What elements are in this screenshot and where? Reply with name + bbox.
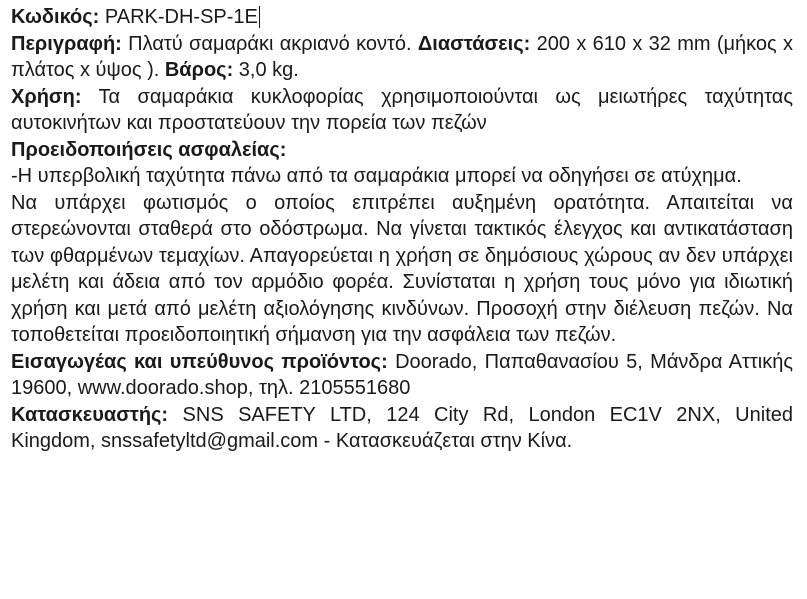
importer-label: Εισαγωγέας και υπεύθυνος προϊόντος: [11, 350, 388, 373]
code-label: Κωδικός: [11, 6, 100, 28]
usage-label: Χρήση: [11, 85, 82, 108]
description-value: Πλατύ σαμαράκι ακριανό κοντό. [128, 32, 412, 55]
usage-value: Τα σαμαράκια κυκλοφορίας χρησιμοποιούνται ως μειωτήρες ταχύτητας αυτοκινήτων και προστατεύουν την πορεία των πεζών [11, 85, 793, 134]
dimensions-label: Διαστάσεις: [417, 32, 531, 55]
weight-value: 3,0 kg. [238, 59, 299, 81]
dimensions-value: 200 x 610 x 32 mm (μήκος x πλάτος x ύψος ). [11, 32, 794, 81]
safety-warning-1: -Η υπερβολική ταχύτητα πάνω από τα σαμαράκια μπορεί να οδηγήσει σε ατύχημα. [11, 165, 742, 187]
description-paragraph [11, 31, 793, 84]
safety-warning-2: Να υπάρχει φωτισμός ο οποίος επιτρέπει αυξημένη ορατότητα. Απαιτείται να στερεώνονται σταθερά στο οδόστρωμα. Να γίνεται τακτικός έλεγχος και αντικατάσταση των φθαρμένων τεμαχίων. Απαγορεύεται η χρήση σε δημόσιους χώρους αν δεν υπάρχει μελέτη και άδεια από τον αρμόδιο φορέα. Συνίσταται η χρήση τους μόνο για ιδιωτική χρήση και μετά από μελέτη αξιολόγησης κινδύνων. Προσοχή στην διέλευση πεζών. Να τοποθετείται προειδοποιητική σήμανση για την ασφάλεια των πεζών. [11, 191, 793, 346]
weight-label: Βάρος: [164, 59, 234, 81]
importer-paragraph [11, 349, 793, 402]
safety-heading: Προειδοποιήσεις ασφαλείας: [11, 138, 287, 161]
manufacturer-paragraph [11, 402, 793, 455]
description-label: Περιγραφή: [11, 32, 122, 55]
usage-paragraph [11, 84, 793, 137]
manufacturer-label: Κατασκευαστής: [11, 403, 169, 426]
manufacturer-value: SNS SAFETY LTD, 124 City Rd, London EC1V 2NX, United Kingdom, snssafetyltd@gmail.com - Κατασκευάζεται στην Κίνα. [11, 403, 793, 452]
code-value[interactable]: PARK-DH-SP-1E [104, 6, 258, 28]
code-line [11, 4, 793, 31]
importer-value: Doorado, Παπαθανασίου 5, Μάνδρα Αττικής 19600, www.doorado.shop, τηλ. 2105551680 [11, 350, 794, 399]
